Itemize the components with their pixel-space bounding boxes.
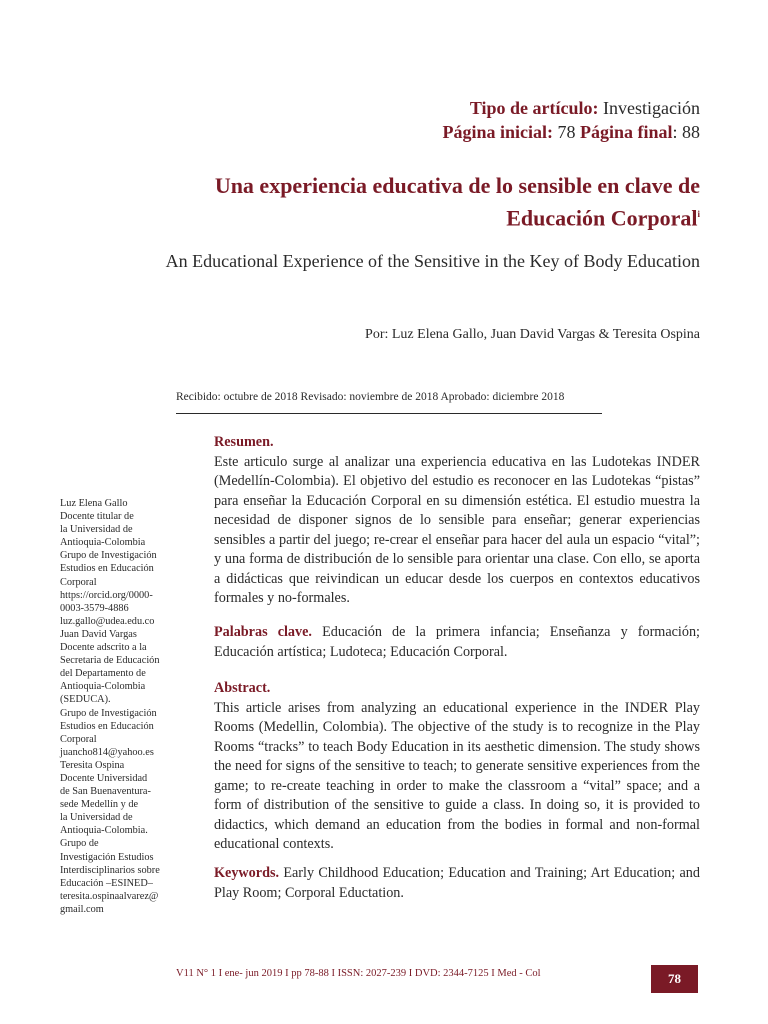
affiliation-line: de San Buenaventura- — [60, 786, 151, 798]
affiliation-line: del Departamento de — [60, 668, 146, 680]
affiliation-line: Investigación Estudios — [60, 851, 154, 863]
affiliation-line: 0003-3579-4886 — [60, 602, 129, 614]
affiliation-line: (SEDUCA). — [60, 694, 111, 706]
article-subtitle: An Educational Experience of the Sensitive in the Key of Body Education — [165, 251, 700, 271]
keywords-heading: Keywords. — [214, 865, 280, 881]
palabras-clave-heading: Palabras clave. — [214, 624, 312, 640]
affiliation-line: Grupo de Investigación — [60, 707, 157, 719]
affiliation-line: Grupo de Investigación — [60, 550, 157, 562]
affiliation-line: Luz Elena Gallo — [60, 498, 128, 509]
affiliation-line: Antioquia-Colombia. — [60, 825, 148, 837]
keywords-section — [214, 864, 700, 903]
affiliation-line: Estudios en Educación — [60, 563, 154, 575]
author-line: Por: Luz Elena Gallo, Juan David Vargas & Teresita Ospina — [365, 327, 700, 342]
page-range-line — [442, 120, 700, 144]
palabras-clave-text: Educación de la primera infancia; Enseñanza y formación; Educación artística; Ludoteca; Educación Corporal. — [214, 624, 700, 660]
affiliation-line[interactable]: teresita.ospinaalvarez@ — [60, 890, 159, 902]
affiliation-line[interactable]: https://orcid.org/0000- — [60, 589, 153, 601]
affiliation-line: Secretaria de Educación — [60, 655, 160, 667]
article-type-line — [470, 96, 700, 120]
journal-citation: V11 N° 1 I ene- jun 2019 I pp 78-88 I ISSN: 2027-239 I DVD: 2344-7125 I Med - Col — [176, 968, 541, 979]
affiliation-line: Corporal — [60, 733, 97, 745]
article-type-label: Tipo de artículo: — [469, 98, 599, 118]
affiliation-line: Antioquia-Colombia — [60, 537, 146, 549]
keywords-text: Early Childhood Education; Education and Training; Art Education; and Play Room; Corporal Eductation. — [214, 865, 700, 901]
affiliation-line: Docente Universidad — [60, 772, 148, 784]
palabras-clave-section — [214, 623, 700, 662]
affiliation-line: sede Medellín y de — [60, 799, 139, 811]
affiliation-line: Juan David Vargas — [60, 628, 137, 640]
end-page-value: : 88 — [672, 122, 700, 142]
start-page-value: 78 — [557, 122, 576, 142]
title-line-2: Educación Corporal — [506, 205, 698, 231]
title-line-1: Una experiencia educativa de lo sensible en clave de — [214, 173, 700, 198]
affiliation-line: Teresita Ospina — [60, 759, 125, 771]
affiliation-line: Interdisciplinarios sobre — [60, 864, 160, 876]
affiliation-line: la Universidad de — [60, 812, 133, 824]
title-footnote-marker[interactable]: i — [697, 209, 700, 219]
affiliation-line[interactable]: luz.gallo@udea.edu.co — [60, 615, 155, 627]
affiliation-line: Docente titular de — [60, 511, 134, 523]
affiliation-line: Estudios en Educación — [60, 720, 154, 732]
article-type-value: Investigación — [603, 98, 700, 118]
abstract-text: This article arises from analyzing an educational experience in the INDER Play Rooms (Medellin, Colombia). The objective of the study is to recognize in the Play Rooms “tracks” to teach Body Education in its aesthetic dimension. The study shows the need for signs of the sensitive to teach; to generate sensitive experiences from the game; to re-create teaching in order to make the classroom a “vital” space; and a form of distribution of the sensitive to guide a class. In doing so, it is provided to didactics, which demand an education from the bodies in formal and non-formal educational contexts. — [214, 699, 700, 852]
affiliation-line: la Universidad de — [60, 524, 133, 536]
review-dates: Recibido: octubre de 2018 Revisado: noviembre de 2018 Aprobado: diciembre 2018 — [176, 391, 565, 403]
start-page-label: Página inicial: — [442, 122, 553, 142]
author-affiliations — [60, 497, 178, 916]
affiliation-line: Docente adscrito a la — [60, 642, 147, 654]
affiliation-line: Educación –ESINED– — [60, 877, 153, 889]
article-title — [100, 172, 700, 232]
dates-divider — [176, 413, 602, 414]
affiliation-line: Corporal — [60, 576, 97, 588]
page-number: 78 — [668, 971, 681, 986]
end-page-label: Página final — [579, 122, 673, 142]
affiliation-line[interactable]: juancho814@yahoo.es — [60, 746, 154, 758]
page-number-badge — [651, 965, 698, 993]
affiliation-line: Grupo de — [60, 838, 99, 850]
affiliation-line: gmail.com — [60, 903, 104, 915]
abstract-heading: Abstract. — [214, 680, 271, 696]
affiliation-line: Antioquia-Colombia — [60, 681, 146, 693]
resumen-section — [214, 433, 700, 609]
abstract-section — [214, 679, 700, 855]
resumen-text: Este articulo surge al analizar una experiencia educativa en las Ludotekas INDER (Medellín-Colombia). El objetivo del estudio es reconocer en las Ludotekas “pistas” para enseñar la Educación Corporal en su dimensión estética. El estudio muestra la necesidad de disponer signos de lo sensible para enseñar; generar experiencias sensibles a partir del juego; re-crear el enseñar para hacer del aula un espacio “vital”; y una forma de distribución de lo sensible para orientar una clase. Con ello, se aporta a didácticas que reivindican un educar desde los cuerpos en contextos educativos formales y no-formales. — [214, 453, 700, 606]
resumen-heading: Resumen. — [214, 434, 274, 450]
